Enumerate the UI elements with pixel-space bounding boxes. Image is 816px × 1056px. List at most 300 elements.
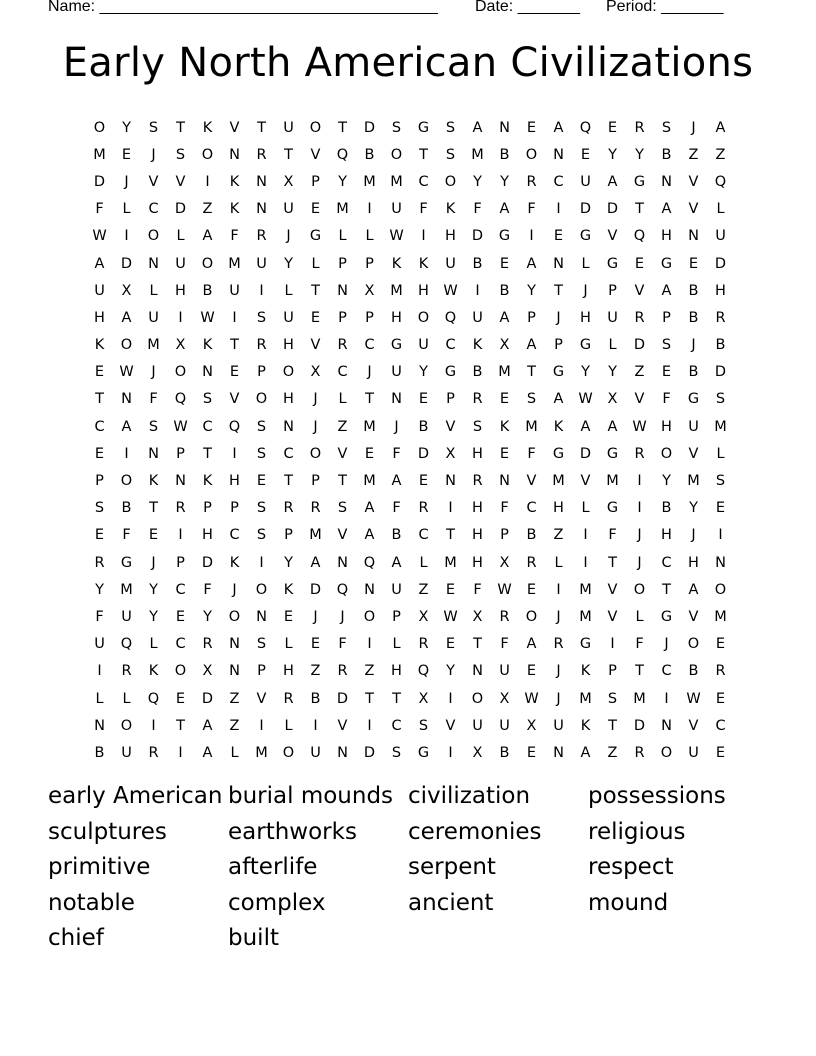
grid-letter[interactable]: G: [579, 636, 592, 653]
grid-letter[interactable]: A: [526, 636, 537, 653]
grid-letter[interactable]: I: [124, 445, 129, 462]
grid-letter[interactable]: M: [336, 201, 349, 218]
grid-letter[interactable]: D: [363, 119, 376, 136]
grid-letter[interactable]: L: [230, 744, 239, 761]
grid-letter[interactable]: F: [122, 527, 131, 544]
grid-letter[interactable]: A: [499, 201, 510, 218]
grid-letter[interactable]: B: [364, 146, 375, 163]
grid-letter[interactable]: F: [473, 581, 482, 598]
grid-letter[interactable]: I: [475, 282, 480, 299]
grid-letter[interactable]: I: [178, 744, 183, 761]
grid-letter[interactable]: O: [660, 744, 673, 761]
grid-letter[interactable]: K: [418, 255, 429, 272]
grid-letter[interactable]: A: [472, 119, 483, 136]
grid-letter[interactable]: S: [337, 500, 348, 517]
grid-letter[interactable]: D: [579, 445, 592, 462]
grid-letter[interactable]: D: [120, 255, 133, 272]
grid-letter[interactable]: P: [392, 608, 401, 625]
grid-letter[interactable]: Y: [284, 554, 293, 571]
grid-letter[interactable]: S: [256, 527, 267, 544]
grid-letter[interactable]: S: [472, 418, 483, 435]
grid-letter[interactable]: E: [688, 255, 699, 272]
grid-letter[interactable]: A: [121, 418, 132, 435]
grid-letter[interactable]: M: [228, 255, 241, 272]
grid-letter[interactable]: I: [448, 500, 453, 517]
grid-letter[interactable]: N: [121, 391, 132, 408]
grid-letter[interactable]: H: [229, 473, 240, 490]
grid-letter[interactable]: B: [121, 500, 132, 517]
grid-letter[interactable]: A: [580, 418, 591, 435]
grid-letter[interactable]: Y: [500, 173, 509, 190]
grid-letter[interactable]: I: [610, 636, 615, 653]
grid-letter[interactable]: G: [309, 228, 322, 245]
grid-letter[interactable]: T: [608, 717, 617, 734]
grid-letter[interactable]: E: [94, 445, 105, 462]
grid-letter[interactable]: M: [633, 690, 646, 707]
grid-letter[interactable]: G: [417, 744, 430, 761]
grid-letter[interactable]: E: [634, 255, 645, 272]
grid-letter[interactable]: P: [500, 527, 509, 544]
grid-letter[interactable]: E: [526, 119, 537, 136]
grid-letter[interactable]: D: [201, 690, 214, 707]
grid-letter[interactable]: K: [580, 663, 591, 680]
grid-letter[interactable]: Z: [634, 364, 645, 381]
grid-letter[interactable]: S: [391, 119, 402, 136]
grid-letter[interactable]: T: [176, 119, 185, 136]
grid-letter[interactable]: G: [552, 364, 565, 381]
grid-letter[interactable]: E: [418, 473, 429, 490]
grid-letter[interactable]: O: [714, 581, 727, 598]
grid-letter[interactable]: M: [552, 473, 565, 490]
grid-letter[interactable]: D: [93, 173, 106, 190]
grid-letter[interactable]: X: [121, 282, 132, 299]
grid-letter[interactable]: S: [526, 391, 537, 408]
grid-letter[interactable]: E: [445, 581, 456, 598]
grid-letter[interactable]: Q: [633, 228, 646, 245]
grid-letter[interactable]: V: [688, 201, 699, 218]
grid-letter[interactable]: C: [337, 364, 348, 381]
grid-letter[interactable]: U: [256, 255, 267, 272]
grid-letter[interactable]: P: [311, 473, 320, 490]
grid-letter[interactable]: Y: [149, 581, 158, 598]
grid-letter[interactable]: O: [120, 717, 133, 734]
grid-letter[interactable]: C: [715, 717, 726, 734]
grid-letter[interactable]: A: [607, 173, 618, 190]
grid-letter[interactable]: T: [365, 391, 374, 408]
grid-letter[interactable]: R: [418, 500, 429, 517]
grid-letter[interactable]: E: [229, 364, 240, 381]
grid-letter[interactable]: Z: [229, 690, 240, 707]
grid-letter[interactable]: U: [148, 309, 159, 326]
word-search-grid[interactable]: [86, 114, 734, 767]
grid-letter[interactable]: E: [715, 636, 726, 653]
grid-letter[interactable]: X: [526, 717, 537, 734]
grid-letter[interactable]: F: [95, 608, 104, 625]
grid-letter[interactable]: E: [148, 527, 159, 544]
grid-letter[interactable]: W: [443, 282, 458, 299]
grid-letter[interactable]: E: [607, 119, 618, 136]
grid-letter[interactable]: R: [634, 744, 645, 761]
grid-letter[interactable]: B: [310, 690, 321, 707]
grid-letter[interactable]: A: [553, 119, 564, 136]
grid-letter[interactable]: P: [662, 309, 671, 326]
grid-letter[interactable]: A: [391, 473, 402, 490]
grid-letter[interactable]: J: [313, 418, 318, 435]
grid-letter[interactable]: L: [554, 554, 563, 571]
grid-letter[interactable]: K: [283, 581, 294, 598]
grid-letter[interactable]: S: [445, 146, 456, 163]
grid-letter[interactable]: S: [715, 391, 726, 408]
grid-letter[interactable]: Q: [714, 173, 727, 190]
grid-letter[interactable]: T: [311, 282, 320, 299]
grid-letter[interactable]: F: [662, 391, 671, 408]
grid-letter[interactable]: O: [228, 608, 241, 625]
grid-letter[interactable]: K: [391, 255, 402, 272]
grid-letter[interactable]: W: [443, 608, 458, 625]
grid-letter[interactable]: E: [310, 636, 321, 653]
grid-letter[interactable]: I: [259, 717, 264, 734]
grid-letter[interactable]: N: [175, 473, 186, 490]
grid-letter[interactable]: E: [445, 636, 456, 653]
grid-letter[interactable]: L: [581, 500, 590, 517]
grid-letter[interactable]: F: [635, 636, 644, 653]
grid-letter[interactable]: Q: [174, 391, 187, 408]
grid-letter[interactable]: M: [714, 418, 727, 435]
grid-letter[interactable]: C: [202, 418, 213, 435]
grid-letter[interactable]: G: [120, 554, 133, 571]
grid-letter[interactable]: T: [284, 473, 293, 490]
grid-letter[interactable]: E: [175, 608, 186, 625]
grid-letter[interactable]: D: [714, 255, 727, 272]
grid-letter[interactable]: S: [202, 391, 213, 408]
grid-letter[interactable]: N: [499, 473, 510, 490]
grid-letter[interactable]: M: [471, 146, 484, 163]
grid-letter[interactable]: T: [176, 717, 185, 734]
grid-letter[interactable]: T: [446, 527, 455, 544]
grid-letter[interactable]: R: [553, 636, 564, 653]
grid-letter[interactable]: E: [580, 146, 591, 163]
grid-letter[interactable]: D: [633, 717, 646, 734]
grid-letter[interactable]: A: [202, 228, 213, 245]
grid-letter[interactable]: U: [499, 717, 510, 734]
grid-letter[interactable]: E: [499, 445, 510, 462]
grid-letter[interactable]: X: [445, 445, 456, 462]
grid-letter[interactable]: F: [149, 391, 158, 408]
grid-letter[interactable]: E: [526, 663, 537, 680]
grid-letter[interactable]: Y: [608, 364, 617, 381]
grid-letter[interactable]: J: [151, 554, 156, 571]
grid-letter[interactable]: C: [364, 337, 375, 354]
grid-letter[interactable]: O: [525, 608, 538, 625]
grid-letter[interactable]: J: [367, 364, 372, 381]
grid-letter[interactable]: X: [607, 391, 618, 408]
grid-letter[interactable]: A: [391, 554, 402, 571]
grid-letter[interactable]: P: [257, 663, 266, 680]
grid-letter[interactable]: R: [634, 119, 645, 136]
grid-letter[interactable]: O: [120, 473, 133, 490]
grid-letter[interactable]: I: [448, 690, 453, 707]
grid-letter[interactable]: N: [661, 717, 672, 734]
grid-letter[interactable]: M: [93, 146, 106, 163]
grid-letter[interactable]: M: [579, 690, 592, 707]
grid-letter[interactable]: Z: [337, 418, 348, 435]
grid-letter[interactable]: R: [256, 337, 267, 354]
grid-letter[interactable]: A: [526, 337, 537, 354]
grid-letter[interactable]: V: [148, 173, 159, 190]
grid-letter[interactable]: L: [122, 201, 131, 218]
grid-letter[interactable]: I: [664, 690, 669, 707]
grid-letter[interactable]: V: [229, 119, 240, 136]
grid-letter[interactable]: U: [229, 282, 240, 299]
grid-letter[interactable]: I: [583, 554, 588, 571]
grid-letter[interactable]: Q: [336, 581, 349, 598]
grid-letter[interactable]: C: [661, 554, 672, 571]
grid-letter[interactable]: L: [122, 690, 131, 707]
grid-letter[interactable]: P: [608, 282, 617, 299]
grid-letter[interactable]: P: [176, 554, 185, 571]
grid-letter[interactable]: K: [94, 337, 105, 354]
grid-letter[interactable]: X: [472, 744, 483, 761]
grid-letter[interactable]: T: [554, 282, 563, 299]
grid-letter[interactable]: S: [256, 445, 267, 462]
grid-letter[interactable]: E: [715, 690, 726, 707]
grid-letter[interactable]: B: [94, 744, 105, 761]
grid-letter[interactable]: M: [579, 608, 592, 625]
grid-letter[interactable]: R: [715, 309, 726, 326]
grid-letter[interactable]: P: [365, 309, 374, 326]
grid-letter[interactable]: B: [688, 282, 699, 299]
grid-letter[interactable]: S: [175, 146, 186, 163]
grid-letter[interactable]: H: [94, 309, 105, 326]
grid-letter[interactable]: U: [94, 636, 105, 653]
grid-letter[interactable]: N: [391, 391, 402, 408]
name-field[interactable]: Name: ______________________________________: [48, 0, 438, 15]
grid-letter[interactable]: L: [716, 201, 725, 218]
grid-letter[interactable]: V: [634, 391, 645, 408]
grid-letter[interactable]: U: [283, 201, 294, 218]
grid-letter[interactable]: C: [94, 418, 105, 435]
grid-letter[interactable]: E: [256, 473, 267, 490]
grid-letter[interactable]: B: [472, 364, 483, 381]
grid-letter[interactable]: B: [661, 500, 672, 517]
grid-letter[interactable]: H: [580, 309, 591, 326]
grid-letter[interactable]: I: [448, 744, 453, 761]
grid-letter[interactable]: E: [526, 581, 537, 598]
grid-letter[interactable]: B: [499, 282, 510, 299]
grid-letter[interactable]: Z: [418, 581, 429, 598]
grid-letter[interactable]: P: [365, 255, 374, 272]
grid-letter[interactable]: N: [553, 255, 564, 272]
grid-letter[interactable]: A: [202, 744, 213, 761]
grid-letter[interactable]: X: [499, 554, 510, 571]
grid-letter[interactable]: I: [637, 500, 642, 517]
grid-letter[interactable]: F: [500, 636, 509, 653]
grid-letter[interactable]: K: [229, 201, 240, 218]
grid-letter[interactable]: R: [337, 663, 348, 680]
grid-letter[interactable]: X: [499, 337, 510, 354]
grid-letter[interactable]: L: [284, 717, 293, 734]
grid-letter[interactable]: K: [472, 337, 483, 354]
grid-letter[interactable]: Q: [579, 119, 592, 136]
grid-letter[interactable]: M: [525, 418, 538, 435]
grid-letter[interactable]: W: [524, 690, 539, 707]
grid-letter[interactable]: N: [337, 554, 348, 571]
grid-letter[interactable]: V: [688, 445, 699, 462]
grid-letter[interactable]: C: [418, 527, 429, 544]
grid-letter[interactable]: N: [337, 744, 348, 761]
grid-letter[interactable]: D: [633, 337, 646, 354]
grid-letter[interactable]: D: [606, 201, 619, 218]
grid-letter[interactable]: G: [498, 228, 511, 245]
grid-letter[interactable]: V: [337, 717, 348, 734]
grid-letter[interactable]: S: [715, 473, 726, 490]
grid-letter[interactable]: P: [338, 255, 347, 272]
grid-letter[interactable]: O: [174, 364, 187, 381]
grid-letter[interactable]: V: [337, 527, 348, 544]
grid-letter[interactable]: U: [121, 744, 132, 761]
grid-letter[interactable]: K: [580, 717, 591, 734]
grid-letter[interactable]: A: [661, 201, 672, 218]
grid-letter[interactable]: A: [202, 717, 213, 734]
grid-letter[interactable]: S: [148, 418, 159, 435]
grid-letter[interactable]: N: [688, 228, 699, 245]
grid-letter[interactable]: J: [340, 608, 345, 625]
grid-letter[interactable]: P: [554, 337, 563, 354]
grid-letter[interactable]: K: [202, 473, 213, 490]
grid-letter[interactable]: G: [552, 445, 565, 462]
grid-letter[interactable]: A: [553, 391, 564, 408]
grid-letter[interactable]: V: [526, 473, 537, 490]
grid-letter[interactable]: E: [553, 228, 564, 245]
grid-letter[interactable]: O: [309, 445, 322, 462]
grid-letter[interactable]: H: [445, 228, 456, 245]
grid-letter[interactable]: A: [580, 744, 591, 761]
grid-letter[interactable]: J: [637, 554, 642, 571]
grid-letter[interactable]: X: [202, 663, 213, 680]
grid-letter[interactable]: H: [175, 282, 186, 299]
grid-letter[interactable]: L: [149, 282, 158, 299]
grid-letter[interactable]: X: [418, 608, 429, 625]
grid-letter[interactable]: O: [525, 146, 538, 163]
grid-letter[interactable]: V: [445, 717, 456, 734]
grid-letter[interactable]: R: [175, 500, 186, 517]
grid-letter[interactable]: R: [634, 309, 645, 326]
grid-letter[interactable]: L: [608, 337, 617, 354]
grid-letter[interactable]: K: [229, 173, 240, 190]
grid-letter[interactable]: J: [556, 690, 561, 707]
grid-letter[interactable]: N: [553, 146, 564, 163]
grid-letter[interactable]: L: [365, 228, 374, 245]
grid-letter[interactable]: U: [472, 309, 483, 326]
grid-letter[interactable]: U: [310, 744, 321, 761]
grid-letter[interactable]: J: [583, 282, 588, 299]
grid-letter[interactable]: J: [556, 309, 561, 326]
grid-letter[interactable]: I: [556, 201, 561, 218]
grid-letter[interactable]: B: [688, 663, 699, 680]
grid-letter[interactable]: N: [337, 282, 348, 299]
grid-letter[interactable]: Q: [417, 663, 430, 680]
grid-letter[interactable]: D: [309, 581, 322, 598]
grid-letter[interactable]: O: [363, 608, 376, 625]
grid-letter[interactable]: D: [417, 445, 430, 462]
grid-letter[interactable]: Y: [662, 473, 671, 490]
grid-letter[interactable]: H: [391, 663, 402, 680]
grid-letter[interactable]: N: [553, 744, 564, 761]
grid-letter[interactable]: R: [472, 391, 483, 408]
grid-letter[interactable]: F: [95, 201, 104, 218]
grid-letter[interactable]: Z: [553, 527, 564, 544]
grid-letter[interactable]: F: [527, 445, 536, 462]
grid-letter[interactable]: J: [394, 418, 399, 435]
grid-letter[interactable]: G: [606, 445, 619, 462]
grid-letter[interactable]: I: [367, 201, 372, 218]
grid-letter[interactable]: J: [691, 337, 696, 354]
grid-letter[interactable]: O: [201, 146, 214, 163]
grid-letter[interactable]: G: [606, 500, 619, 517]
grid-letter[interactable]: J: [232, 581, 237, 598]
grid-letter[interactable]: U: [553, 717, 564, 734]
grid-letter[interactable]: I: [259, 554, 264, 571]
grid-letter[interactable]: K: [445, 201, 456, 218]
grid-letter[interactable]: M: [363, 418, 376, 435]
grid-letter[interactable]: N: [229, 663, 240, 680]
grid-letter[interactable]: T: [230, 337, 239, 354]
grid-letter[interactable]: H: [472, 527, 483, 544]
grid-letter[interactable]: C: [526, 500, 537, 517]
grid-letter[interactable]: M: [687, 473, 700, 490]
grid-letter[interactable]: V: [688, 173, 699, 190]
grid-letter[interactable]: M: [444, 554, 457, 571]
grid-letter[interactable]: M: [390, 173, 403, 190]
grid-letter[interactable]: H: [391, 309, 402, 326]
grid-letter[interactable]: O: [147, 228, 160, 245]
grid-letter[interactable]: S: [256, 636, 267, 653]
grid-letter[interactable]: T: [338, 473, 347, 490]
grid-letter[interactable]: I: [124, 228, 129, 245]
grid-letter[interactable]: N: [229, 146, 240, 163]
grid-letter[interactable]: E: [175, 690, 186, 707]
grid-letter[interactable]: F: [203, 581, 212, 598]
grid-letter[interactable]: H: [661, 418, 672, 435]
grid-letter[interactable]: N: [661, 173, 672, 190]
grid-letter[interactable]: L: [311, 255, 320, 272]
grid-letter[interactable]: S: [445, 119, 456, 136]
grid-letter[interactable]: I: [178, 309, 183, 326]
grid-letter[interactable]: A: [688, 581, 699, 598]
grid-letter[interactable]: U: [391, 364, 402, 381]
grid-letter[interactable]: A: [310, 554, 321, 571]
grid-letter[interactable]: I: [232, 309, 237, 326]
grid-letter[interactable]: V: [607, 608, 618, 625]
grid-letter[interactable]: H: [283, 337, 294, 354]
grid-letter[interactable]: T: [473, 636, 482, 653]
grid-letter[interactable]: T: [635, 663, 644, 680]
grid-letter[interactable]: E: [94, 364, 105, 381]
grid-letter[interactable]: E: [499, 391, 510, 408]
grid-letter[interactable]: D: [336, 690, 349, 707]
grid-letter[interactable]: R: [256, 146, 267, 163]
grid-letter[interactable]: M: [309, 527, 322, 544]
grid-letter[interactable]: L: [338, 228, 347, 245]
grid-letter[interactable]: O: [255, 581, 268, 598]
grid-letter[interactable]: J: [151, 364, 156, 381]
grid-letter[interactable]: C: [553, 173, 564, 190]
grid-letter[interactable]: K: [202, 337, 213, 354]
grid-letter[interactable]: J: [124, 173, 129, 190]
grid-letter[interactable]: Y: [689, 500, 698, 517]
grid-letter[interactable]: M: [498, 364, 511, 381]
grid-letter[interactable]: E: [526, 744, 537, 761]
